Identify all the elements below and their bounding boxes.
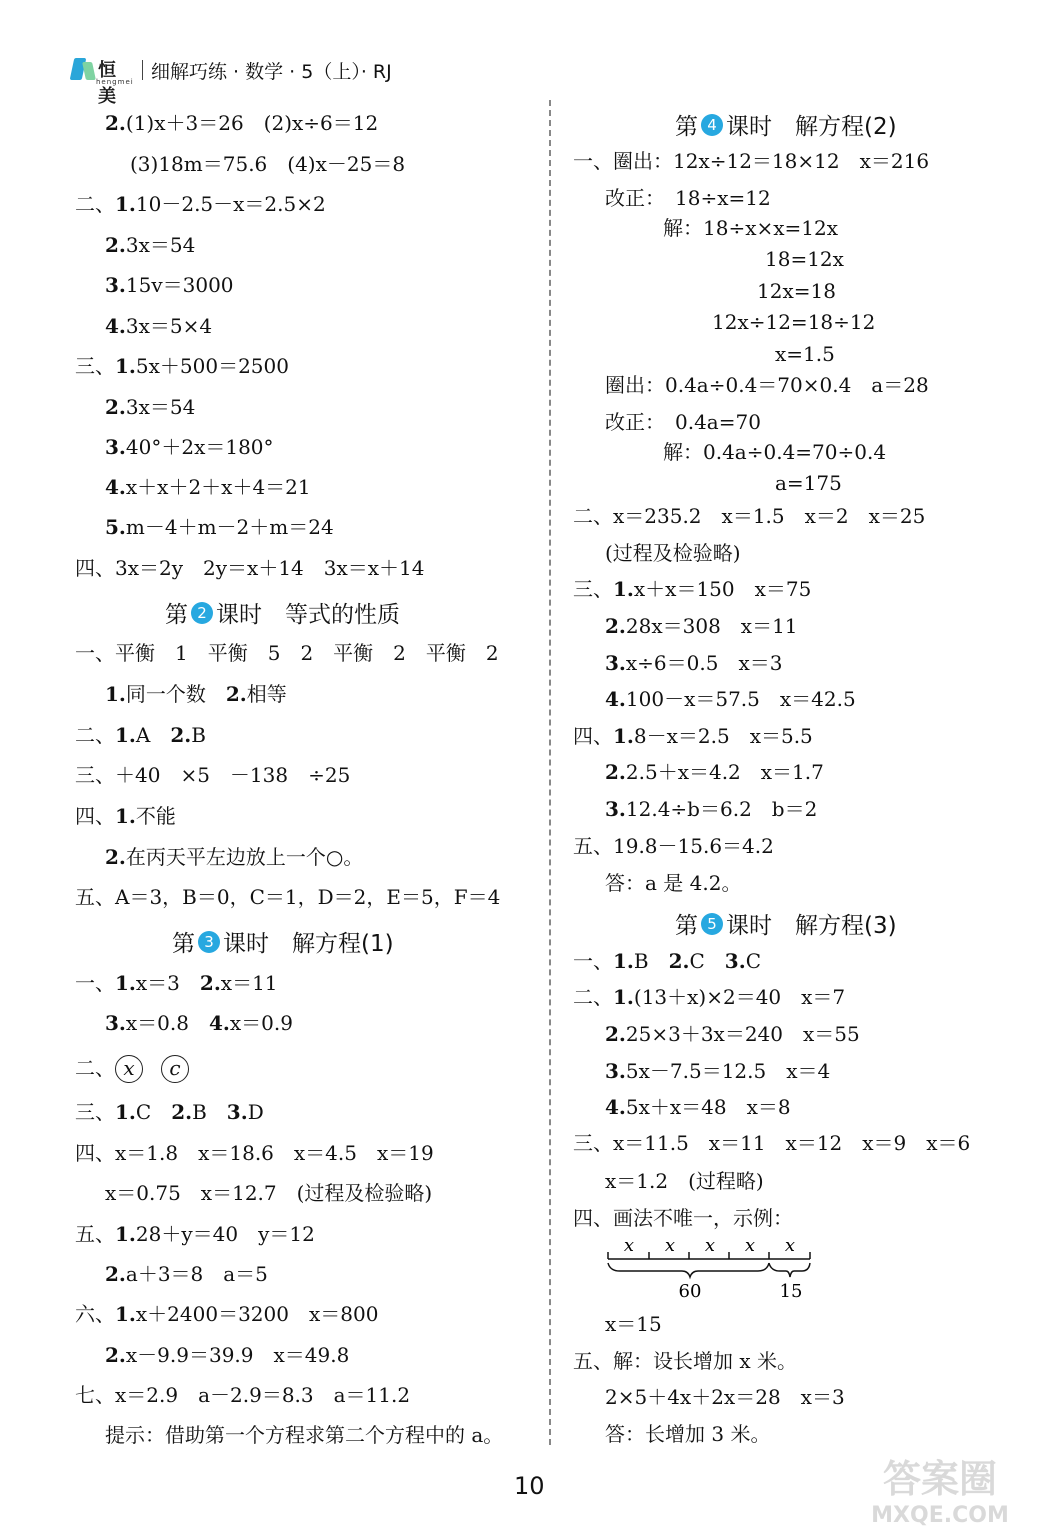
- answer-line: 答：a 是 4.2。: [605, 871, 742, 895]
- answer-line: 三、x＝11.5 x＝11 x＝12 x＝9 x＝6: [573, 1131, 971, 1155]
- answer-line: 提示：借助第一个方程求第二个方程中的 a。: [105, 1423, 504, 1447]
- section-title: 第 2 课时 等式的性质: [165, 602, 400, 628]
- answer-line: 2.3x＝54: [105, 233, 196, 257]
- answer-line: 三、＋40 ×5 －138 ÷25: [75, 763, 351, 787]
- segment-label: x: [744, 1235, 756, 1256]
- circled-answer: x: [115, 1055, 143, 1083]
- answer-line: 六、1.x＋2400＝3200 x＝800: [75, 1302, 379, 1326]
- answer-line: 改正： 0.4a=70: [605, 410, 761, 434]
- svg-text:MXQE.COM: MXQE.COM: [871, 1503, 1009, 1528]
- circled-answer: c: [161, 1055, 189, 1083]
- segment-diagram: [600, 1235, 820, 1301]
- answer-line: 2.3x＝54: [105, 395, 196, 419]
- answer-line: 2.(1)x＋3＝26 (2)x÷6＝12: [105, 111, 379, 135]
- answer-line: 四、x＝1.8 x＝18.6 x＝4.5 x＝19: [75, 1141, 434, 1165]
- segment-label: x: [623, 1235, 635, 1256]
- answer-line: 五、解：设长增加 x 米。: [573, 1349, 797, 1373]
- answer-line: (3)18m＝75.6 (4)x－25＝8: [130, 152, 406, 176]
- answer-line: 4.x＋x＋2＋x＋4＝21: [105, 475, 311, 499]
- section-title: 第 5 课时 解方程(3): [675, 913, 897, 939]
- section-title: 第 3 课时 解方程(1): [172, 931, 394, 957]
- answer-line: 二、x＝235.2 x＝1.5 x＝2 x＝25: [573, 504, 926, 528]
- answer-line: 四、3x＝2y 2y＝x＋14 3x＝x＋14: [75, 556, 425, 580]
- segment-label: x: [704, 1235, 716, 1256]
- page-number: 10: [514, 1472, 545, 1500]
- segment-label: x: [664, 1235, 676, 1256]
- answer-line: 圈出：0.4a÷0.4＝70×0.4 a＝28: [605, 373, 929, 397]
- watermark-logo: [845, 1450, 1035, 1530]
- answer-line: 一、1.x＝3 2.x＝11: [75, 971, 278, 995]
- page-header: [70, 55, 392, 107]
- answer-line: 答：长增加 3 米。: [605, 1422, 771, 1446]
- answer-line: 三、1.5x＋500＝2500: [75, 354, 289, 378]
- answer-line: 3.40°＋2x＝180°: [105, 435, 274, 459]
- answer-line: 四、画法不唯一，示例：: [573, 1206, 793, 1230]
- answer-line: a=175: [775, 471, 842, 495]
- series-title: 细解巧练 · 数学 · 5（上）· RJ: [151, 60, 392, 83]
- answer-line: 4.3x＝5×4: [105, 314, 213, 338]
- answer-line: 4.100－x＝57.5 x＝42.5: [605, 687, 856, 711]
- answer-line: 5.m－4＋m－2＋m＝24: [105, 515, 334, 539]
- answer-line: 2.2.5＋x＝4.2 x＝1.7: [605, 760, 824, 784]
- segment-label: x: [784, 1235, 796, 1256]
- answer-line: 12x÷12=18÷12: [712, 310, 876, 334]
- brace-label: 15: [779, 1281, 803, 1301]
- answer-line: 3.15v＝3000: [105, 273, 234, 297]
- answer-line: 五、1.28＋y＝40 y＝12: [75, 1222, 315, 1246]
- answer-line: 3.x÷6＝0.5 x＝3: [605, 651, 783, 675]
- answer-line: 2.在丙天平左边放上一个○。: [105, 845, 364, 869]
- answer-line: 二、1.(13＋x)×2＝40 x＝7: [573, 985, 846, 1009]
- brace-label: 60: [678, 1281, 702, 1301]
- answer-line: x＝15: [605, 1312, 662, 1336]
- answer-line: x＝0.75 x＝12.7 (过程及检验略): [105, 1181, 433, 1205]
- answer-line: 3.12.4÷b＝6.2 b＝2: [605, 797, 818, 821]
- answer-line: 四、1.8－x＝2.5 x＝5.5: [573, 724, 813, 748]
- answer-line: (过程及检验略): [605, 541, 741, 565]
- answer-line: 一、圈出：12x÷12＝18×12 x＝216: [573, 149, 930, 173]
- answer-line: 1.同一个数 2.相等: [105, 682, 287, 706]
- answer-line: 三、1.x＋x＝150 x＝75: [573, 577, 812, 601]
- answer-line: 七、x＝2.9 a－2.9＝8.3 a＝11.2: [75, 1383, 411, 1407]
- answer-line: 三、1.C 2.B 3.D: [75, 1100, 264, 1124]
- answer-line: 18=12x: [765, 247, 844, 271]
- lesson-number-badge: 3: [198, 931, 220, 953]
- answer-line: 2×5＋4x＋2x＝28 x＝3: [605, 1385, 845, 1409]
- answer-line: 四、1.不能: [75, 804, 176, 828]
- brand-logo: 恒美 hengmei: [70, 56, 130, 84]
- section-title: 第 4 课时 解方程(2): [675, 114, 897, 140]
- answer-line: 解：18÷x×x=12x: [663, 216, 839, 240]
- answer-line: x=1.5: [775, 342, 835, 366]
- answer-line: 二、1.A 2.B: [75, 723, 206, 747]
- answer-line: 一、1.B 2.C 3.C: [573, 949, 761, 973]
- lesson-number-badge: 5: [701, 913, 723, 935]
- lesson-number-badge: 2: [191, 602, 213, 624]
- answer-line: 一、平衡 1 平衡 5 2 平衡 2 平衡 2: [75, 641, 499, 665]
- answer-line: 改正： 18÷x=12: [605, 186, 771, 210]
- answer-line: 2.25×3＋3x＝240 x＝55: [605, 1022, 860, 1046]
- svg-text:答案圈: 答案圈: [882, 1457, 998, 1501]
- column-divider: [549, 100, 551, 1445]
- answer-line: 二、1.10－2.5－x＝2.5×2: [75, 192, 326, 216]
- answer-line: 12x=18: [757, 279, 836, 303]
- answer-line: 4.5x＋x＝48 x＝8: [605, 1095, 791, 1119]
- lesson-number-badge: 4: [701, 114, 723, 136]
- answer-line: 2.28x＝308 x＝11: [605, 614, 798, 638]
- answer-line: x＝1.2 (过程略): [605, 1169, 764, 1193]
- answer-line: 3.5x－7.5＝12.5 x＝4: [605, 1059, 831, 1083]
- answer-line: 3.x＝0.8 4.x＝0.9: [105, 1011, 293, 1035]
- answer-line: 二、 x c: [75, 1055, 207, 1083]
- answer-line: 五、19.8－15.6＝4.2: [573, 834, 774, 858]
- answer-line: 解：0.4a÷0.4=70÷0.4: [663, 440, 887, 464]
- answer-line: 2.x－9.9＝39.9 x＝49.8: [105, 1343, 350, 1367]
- answer-line: 2.a＋3＝8 a＝5: [105, 1262, 268, 1286]
- answer-line: 五、A＝3，B＝0，C＝1，D＝2，E＝5，F＝4: [75, 885, 501, 909]
